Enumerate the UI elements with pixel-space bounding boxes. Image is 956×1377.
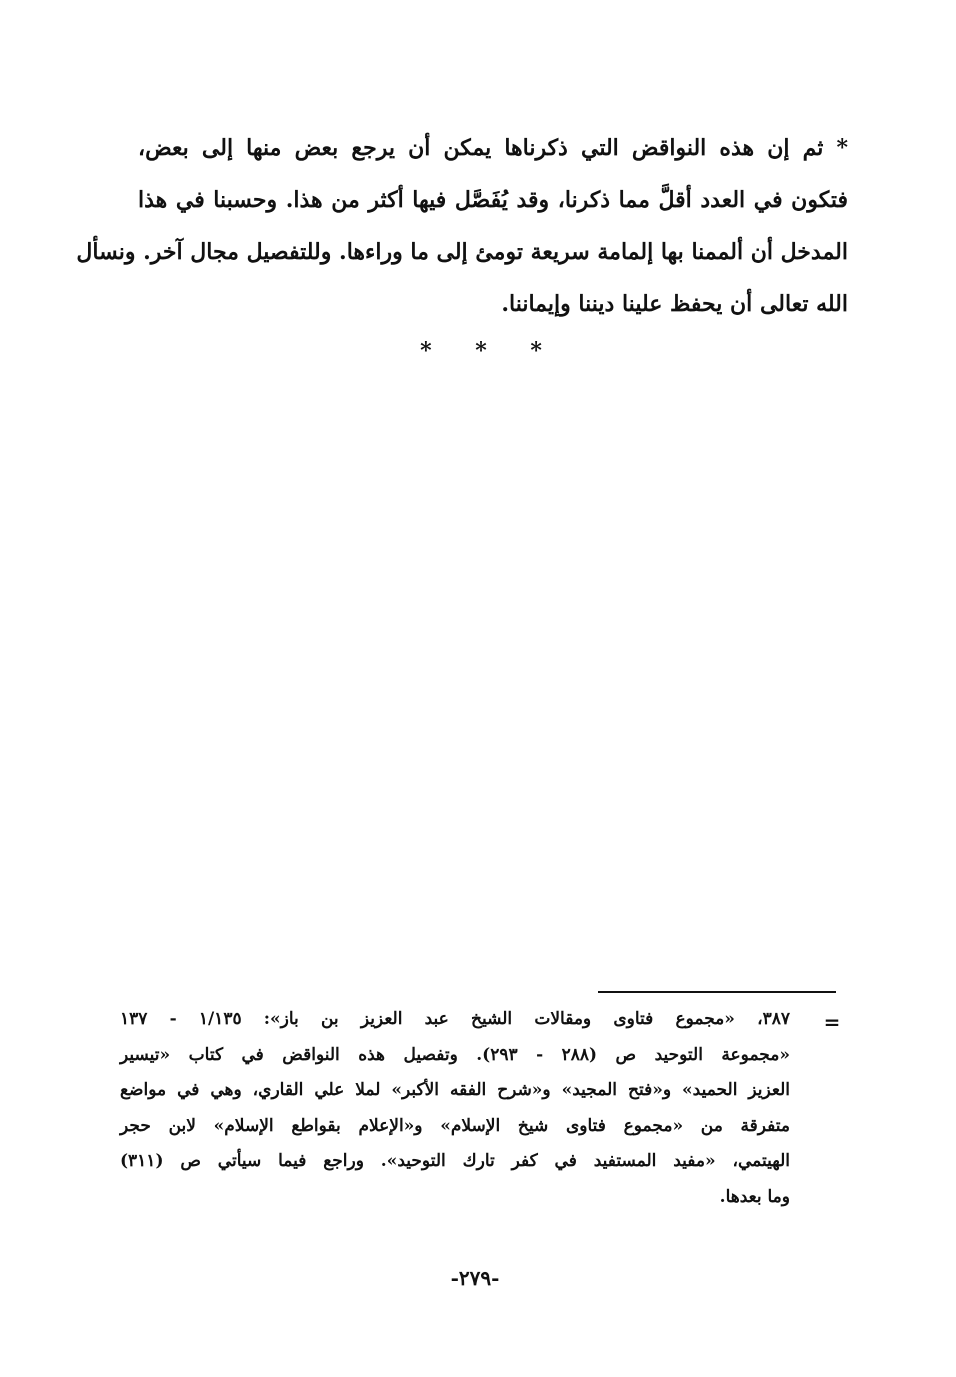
footnote-continuation-marker: = (823, 1010, 841, 1034)
main-text-line: فتكون في العدد أقلَّ مما ذكرنا، وقد يُفَصَّل فيها أكثر من هذا. وحسبنا في هذا (138, 187, 848, 213)
footnote-line: ٣٨٧، «مجموع فتاوى ومقالات الشيخ عبد العزيز بن باز»: ١/١٣٥ - ١٣٧ (120, 1009, 790, 1029)
main-text-line: الله تعالى أن يحفظ علينا ديننا وإيماننا. (501, 291, 848, 317)
main-text-line: المدخل أن ألممنا بها إلمامة سريعة تومئ إلى ما وراءها. وللتفصيل مجال آخر. ونسأل (76, 239, 848, 265)
footnote-line: «مجموعة التوحيد ص (٢٨٨ - ٢٩٣). وتفصيل هذه النواقض في كتاب «تيسير (120, 1044, 790, 1065)
main-paragraph (76, 122, 848, 330)
footnote-line: وما بعدها. (719, 1186, 790, 1207)
footnote-line: العزيز الحميد» و«فتح المجيد» و«شرح الفقه الأكبر» لملا علي القاري، وهي في مواضع (120, 1080, 790, 1100)
footnote-divider (598, 991, 836, 993)
section-separator: * * * (420, 338, 560, 364)
main-text-line: * ثم إن هذه النواقض التي ذكرناها يمكن أن يرجع بعض منها إلى بعض، (138, 135, 848, 161)
footnote (120, 1002, 790, 1215)
page-number: -٢٧٩- (450, 1266, 500, 1290)
footnote-line: متفرقة من «مجموع فتاوى شيخ الإسلام» و«الإعلام بقواطع الإسلام» لابن حجر (120, 1115, 790, 1136)
footnote-line: الهيتمي، «مفيد المستفيد في كفر تارك التوحيد». وراجع فيما سيأتي ص (٣١١) (120, 1151, 790, 1171)
